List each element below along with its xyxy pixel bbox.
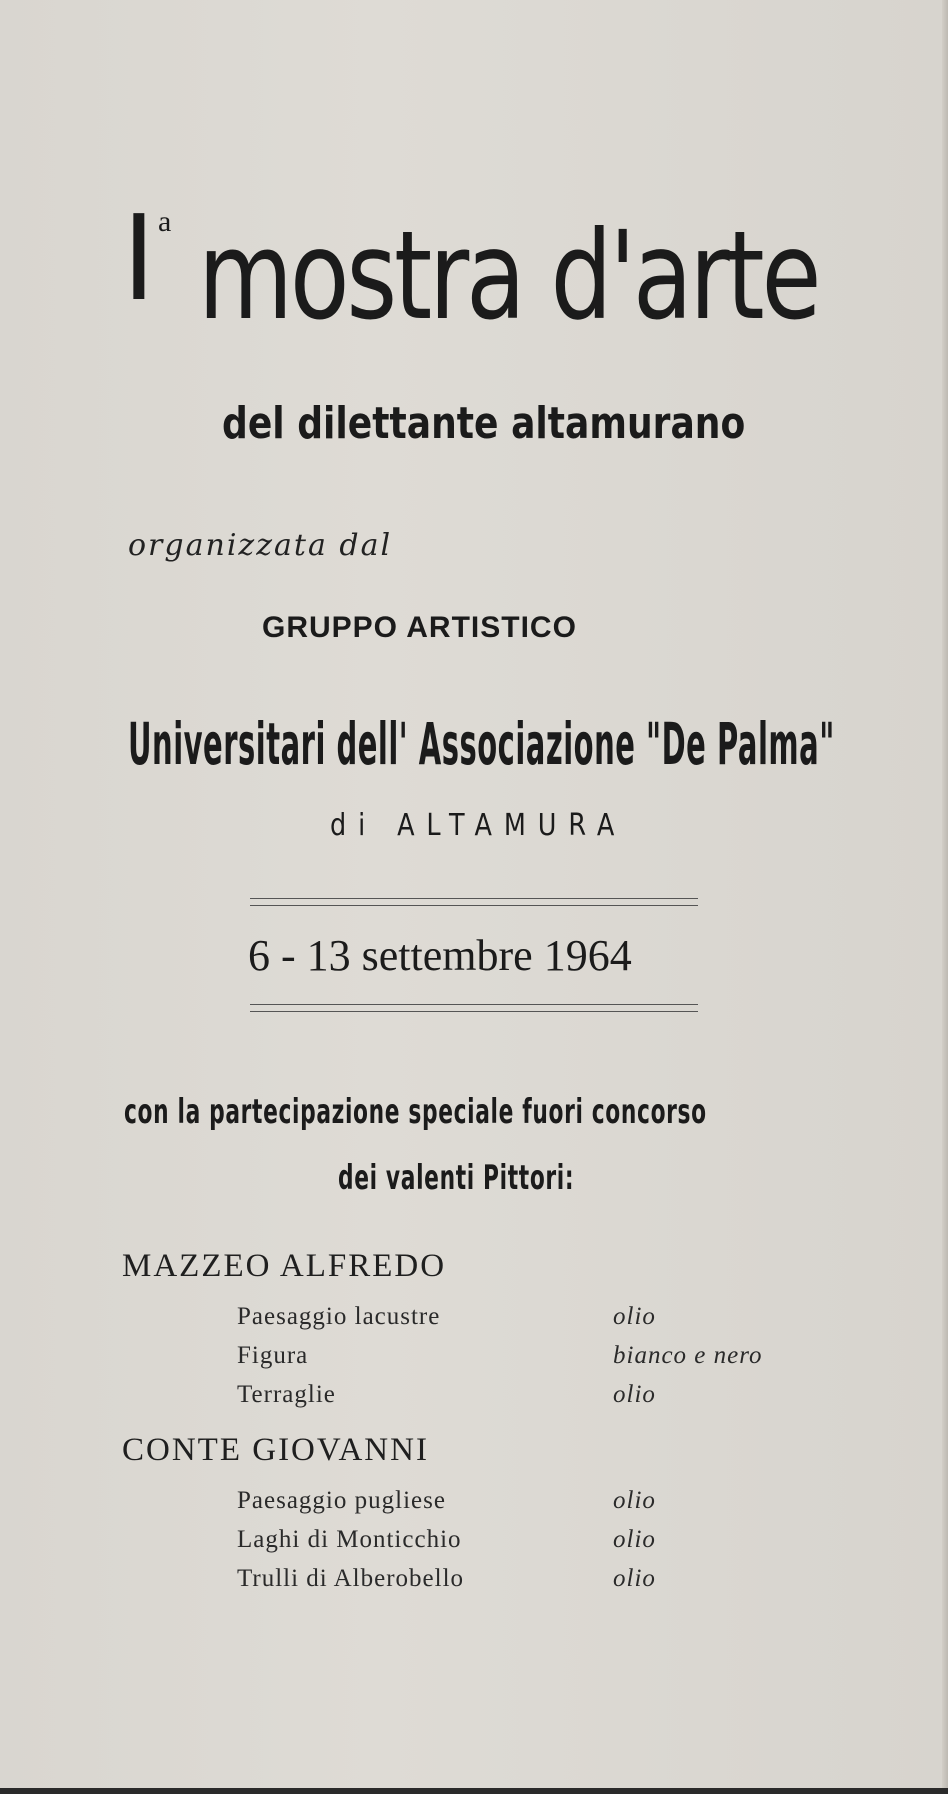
work-title: Figura xyxy=(237,1342,309,1369)
work-technique: olio xyxy=(613,1565,656,1592)
work-technique: bianco e nero xyxy=(613,1342,763,1369)
title-superscript: a xyxy=(158,205,172,238)
artist-name: MAZZEO ALFREDO xyxy=(122,1248,447,1284)
page-edge xyxy=(942,0,948,1794)
work-technique: olio xyxy=(613,1303,656,1330)
work-technique: olio xyxy=(613,1487,656,1514)
participation-line-2: dei valenti Pittori: xyxy=(338,1158,575,1198)
work-technique: olio xyxy=(613,1381,656,1408)
exhibition-subtitle: del dilettante altamurano xyxy=(222,398,746,449)
artist-name: CONTE GIOVANNI xyxy=(122,1432,429,1468)
divider-top xyxy=(250,898,698,906)
exhibition-title xyxy=(128,189,828,347)
work-title: Terraglie xyxy=(237,1381,336,1408)
work-title: Paesaggio pugliese xyxy=(237,1487,446,1514)
work-title: Laghi di Monticchio xyxy=(237,1526,462,1553)
organized-by-label: organizzata dal xyxy=(128,528,393,563)
page-bottom-edge xyxy=(0,1788,948,1794)
exhibition-dates: 6 - 13 settembre 1964 xyxy=(248,931,632,980)
title-main-text: mostra d'arte xyxy=(198,205,819,347)
association-name: Universitari dell' Associazione "De Palma" xyxy=(128,710,835,778)
city-name: di ALTAMURA xyxy=(330,808,627,843)
work-title: Trulli di Alberobello xyxy=(237,1565,465,1592)
work-technique: olio xyxy=(613,1526,656,1553)
group-name: GRUPPO ARTISTICO xyxy=(262,611,577,644)
participation-line-1: con la partecipazione speciale fuori concorso xyxy=(124,1092,707,1132)
work-title: Paesaggio lacustre xyxy=(237,1303,441,1330)
divider-bottom xyxy=(250,1004,698,1012)
title-numeral: I xyxy=(128,189,150,327)
